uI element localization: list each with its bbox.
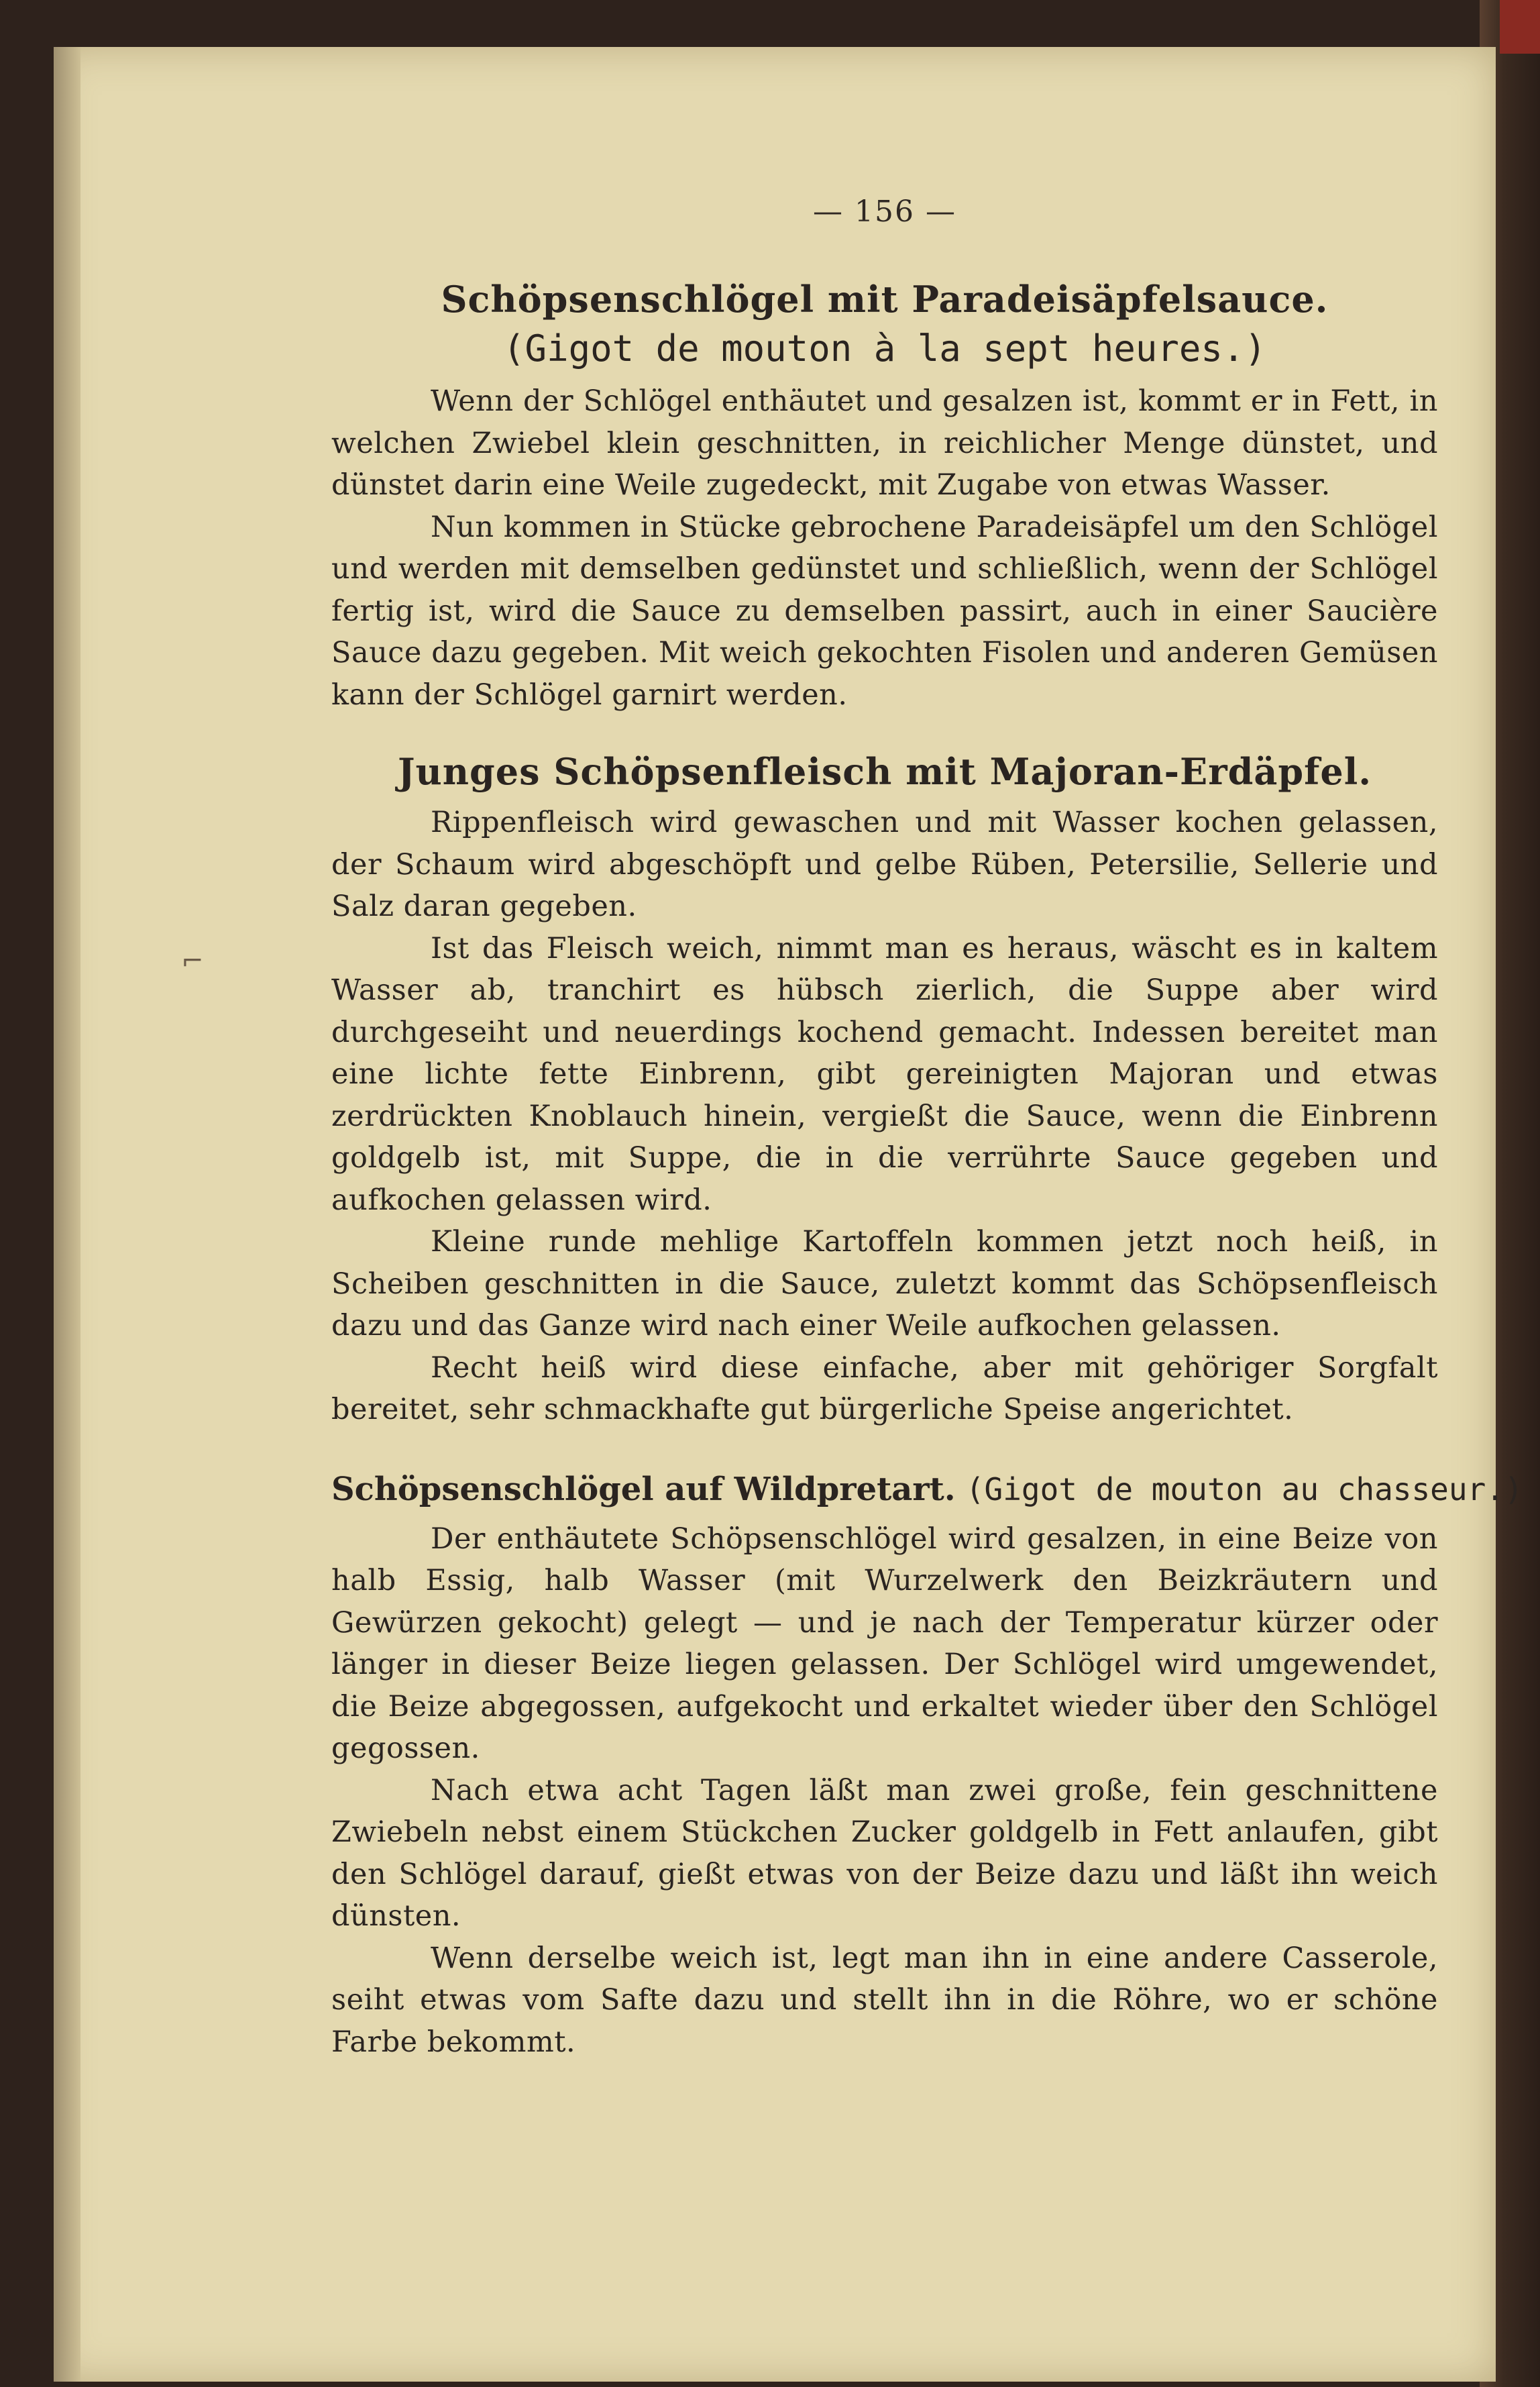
section-1-paragraph-2: Nun kommen in Stücke gebrochene Paradeisäpfel um den Schlögel und werden mit demselben gedünstet und schließlich, wenn der Schlögel fertig ist, wird die Sauce zu demselben passirt, auch in einer Saucière Sauce dazu gegeben. Mit weich gekochten Fisolen und anderen Gemüsen kann der Schlögel garnirt werden. [331, 510, 1438, 712]
section-2-paragraph-1: Rippenfleisch wird gewaschen und mit Wasser kochen gelassen, der Schaum wird abgeschöpft und gelbe Rüben, Petersilie, Sellerie und Salz daran gegeben. [331, 806, 1438, 923]
section-1-paragraph-1: Wenn der Schlögel enthäutet und gesalzen ist, kommt er in Fett, in welchen Zwiebel klein geschnitten, in reichlicher Menge dünstet, und dünstet darin eine Weile zugedeckt, mit Zugabe von etwas Wasser. [331, 384, 1438, 502]
section-2-paragraph-3: Kleine runde mehlige Kartoffeln kommen jetzt noch heiß, in Scheiben geschnitten in die Sauce, zuletzt kommt das Schöpsenfleisch dazu und das Ganze wird nach einer Weile aufkochen gelassen. [331, 1225, 1438, 1342]
section-3-title: Schöpsenschlögel auf Wildpretart. [331, 1470, 956, 1508]
section-2-title: Junges Schöpsenfleisch mit Majoran-Erdäpfel. [397, 750, 1372, 793]
section-3-paragraph-1: Der enthäutete Schöpsenschlögel wird gesalzen, in eine Beize von halb Essig, halb Wasser (mit Wurzelwerk den Beizkräutern und Gewürzen gekocht) gelegt — und je nach der Temperatur kürzer oder länger in dieser Beize liegen gelassen. Der Schlögel wird umgewendet, die Beize abgegossen, aufgekocht und erkaltet wieder über den Schlögel gegossen. [331, 1522, 1438, 1765]
page-number: — 156 — [813, 195, 956, 229]
section-1-title: Schöpsenschlögel mit Paradeisäpfelsauce. [441, 278, 1329, 321]
cover-corner [1500, 0, 1540, 54]
section-3-subtitle: (Gigot de mouton au chasseur.) [965, 1471, 1523, 1507]
section-3-heading [331, 1466, 1523, 1513]
section-2-paragraph-4: Recht heiß wird diese einfache, aber mit gehöriger Sorgfalt bereitet, sehr schmackhafte gut bürgerliche Speise angerichtet. [331, 1350, 1438, 1426]
section-1-subtitle: (Gigot de mouton à la sept heures.) [503, 327, 1266, 370]
section-2-paragraph-2: Ist das Fleisch weich, nimmt man es heraus, wäscht es in kaltem Wasser ab, tranchirt es hübsch zierlich, die Suppe aber wird durchgeseiht und neuerdings kochend gemacht. Indessen bereitet man eine lichte fette Einbrenn, gibt gereinigten Majoran und etwas zerdrückten Knoblauch hinein, vergießt die Sauce, wenn die Einbrenn goldgelb ist, mit Suppe, die in die verrührte Sauce gegeben und aufkochen gelassen wird. [331, 931, 1438, 1217]
margin-mark: ⌐ [181, 946, 204, 977]
section-3-paragraph-3: Wenn derselbe weich ist, legt man ihn in eine andere Casserole, seiht etwas vom Safte dazu und stellt ihn in die Röhre, wo er schöne Farbe bekommt. [331, 1941, 1438, 2059]
page-content [331, 195, 1523, 2063]
page-binding-shadow [54, 47, 80, 2382]
section-3-paragraph-2: Nach etwa acht Tagen läßt man zwei große, fein geschnittene Zwiebeln nebst einem Stückchen Zucker goldgelb in Fett anlaufen, gibt den Schlögel darauf, gießt etwas von der Beize dazu und läßt ihn weich dünsten. [331, 1773, 1438, 1933]
